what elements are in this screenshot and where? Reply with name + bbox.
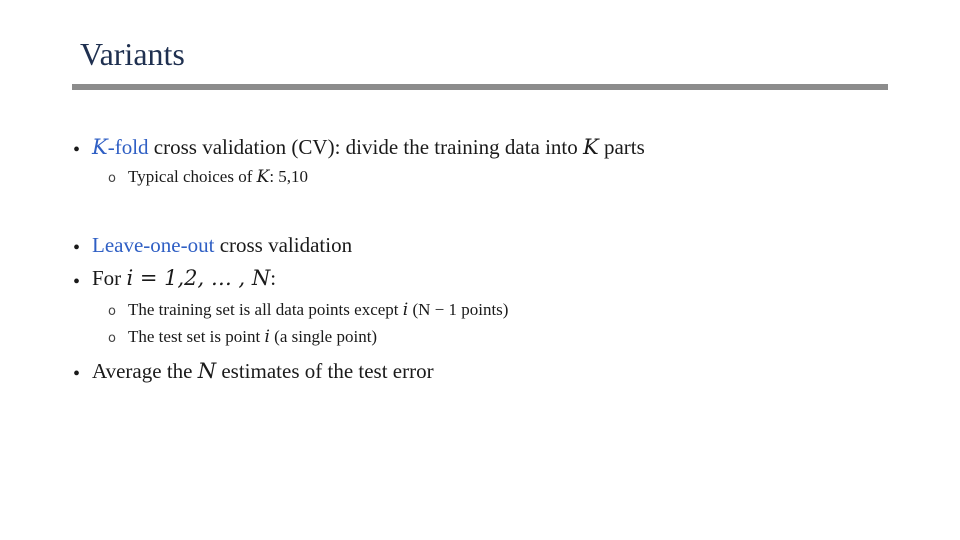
bullet-average [92,361,434,382]
bullet-marker: • [73,363,81,385]
bullet-marker: • [73,139,81,161]
test-paren: (a single point) [269,327,378,346]
i-variable: i [402,300,409,320]
loop-expression: i = 1,2, … , N [126,266,271,290]
sub-bullet-marker: o [108,171,116,186]
k-variable: K [583,135,599,159]
bullet-leave-one-out [92,235,352,256]
sub-bullet-training-set [128,301,508,319]
bullet-marker: • [73,271,81,293]
average-text: Average the [92,359,198,383]
sub-bullet-marker: o [108,331,116,346]
for-text: For [92,266,127,290]
training-text: The training set is all data points except [128,300,403,319]
title-divider [72,84,888,90]
average-rest: estimates of the test error [216,359,434,383]
choices-text: Typical choices of [128,167,257,186]
loo-label: Leave-one-out [92,233,215,257]
bullet-kfold [92,137,645,158]
kfold-end: parts [598,135,645,159]
training-paren: (N − 1 points) [408,300,509,319]
k-variable: K [256,167,270,187]
kfold-text: cross validation (CV): divide the training data into [148,135,584,159]
bullet-marker: • [73,237,81,259]
choices-values: : 5,10 [269,167,309,186]
sub-bullet-test-set [128,328,377,346]
sub-bullet-kfold-choices [128,168,308,186]
for-end: : [270,266,277,290]
loo-text: cross validation [214,233,353,257]
i-variable: i [264,327,270,347]
n-variable: N [197,359,217,383]
test-text: The test set is point [128,327,265,346]
kfold-label: -fold [107,135,149,159]
slide-title: Variants [80,36,185,72]
k-variable: K [92,135,108,159]
sub-bullet-marker: o [108,304,116,319]
bullet-for-loop [92,268,276,289]
